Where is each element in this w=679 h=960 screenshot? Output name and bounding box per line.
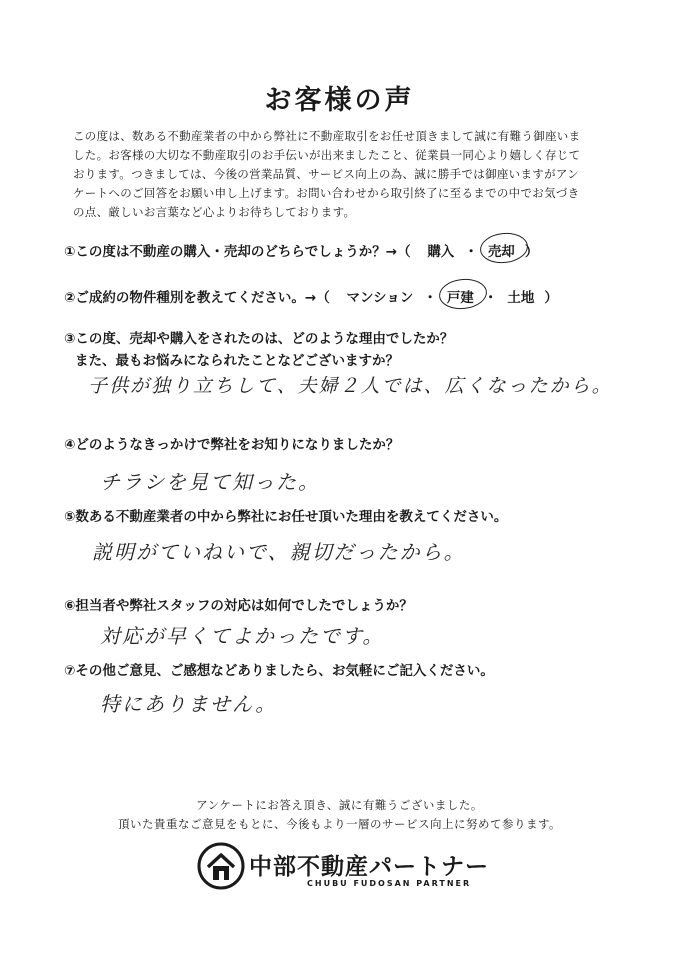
answer-7-handwritten: 特にありません。 bbox=[100, 692, 278, 716]
question-2-close: ） bbox=[544, 290, 558, 306]
company-name-roman: CHUBU FUDOSAN PARTNER bbox=[307, 879, 472, 888]
answer-5-handwritten: 説明がていねいで、親切だったから。 bbox=[92, 540, 466, 564]
question-1 bbox=[64, 240, 538, 260]
question-6: ⑥担当者や弊社スタッフの対応は如何でしたでしょうか？ bbox=[64, 598, 413, 614]
question-5: ⑤数ある不動産業者の中から弊社にお任せ頂いた理由を教えてください。 bbox=[64, 509, 508, 525]
option-purchase: 購入 bbox=[427, 244, 455, 260]
closing-line-1: アンケートにお答え頂き、誠に有難うございました。 bbox=[196, 798, 483, 812]
option-separator: ・ bbox=[464, 244, 478, 260]
question-2-text: ②ご成約の物件種別を教えてください。→（ bbox=[64, 290, 330, 306]
answer-4-handwritten: チラシを見て知った。 bbox=[100, 470, 320, 494]
option-sale-selected: 売却 bbox=[488, 240, 515, 260]
option-mansion: マンション bbox=[346, 290, 414, 306]
house-logo-icon bbox=[197, 842, 245, 890]
question-4: ④どのようなきっかけで弊社をお知りになりましたか？ bbox=[64, 437, 400, 453]
intro-line: の点、厳しいお言葉など心よりお待ちしております。 bbox=[73, 205, 356, 219]
intro-line: ケートへのご回答をお願い申し上げます。お問い合わせから取引終了に至るまでの中でお気づき bbox=[73, 186, 580, 200]
option-land: 土地 bbox=[507, 290, 535, 306]
question-7: ⑦その他ご意見、ご感想などありましたら、お気軽にご記入ください。 bbox=[64, 663, 494, 679]
intro-line: この度は、数ある不動産業者の中から弊社に不動産取引をお任せ頂きまして誠に有難う御座いま bbox=[73, 129, 581, 143]
company-name: 中部不動産パートナー bbox=[249, 854, 489, 880]
answer-6-handwritten: 対応が早くてよかったです。 bbox=[100, 624, 385, 648]
intro-line: した。お客様の大切な不動産取引のお手伝いが出来ましたこと、従業員一同心より嬉しく存じて bbox=[73, 148, 581, 162]
question-3-line-1: ③この度、売却や購入をされたのは、どのような理由でしたか？ bbox=[64, 331, 454, 347]
question-1-text: ①この度は不動産の購入・売却のどちらでしょうか？→（ bbox=[64, 244, 411, 260]
intro-line: おります。つきましては、今後の営業品質、サービス向上の為、誠に勝手では御座いますがアン bbox=[73, 167, 580, 181]
option-separator: ・ bbox=[483, 290, 498, 306]
option-house-selected: 戸建 bbox=[447, 286, 474, 306]
page-title: お客様の声 bbox=[264, 85, 415, 116]
question-3-line-2: また、最もお悩みになられたことなどございますか？ bbox=[75, 353, 399, 369]
option-separator: ・ bbox=[423, 290, 437, 306]
answer-3-handwritten: 子供が独り立ちして、夫婦２人では、広くなったから。 bbox=[88, 375, 613, 397]
closing-line-2: 頂いた貴重なご意見をもとに、今後もより一層のサービス向上に努めて参ります。 bbox=[117, 817, 562, 831]
intro-paragraph bbox=[73, 127, 618, 222]
question-1-close: ） bbox=[524, 244, 539, 260]
question-2 bbox=[64, 286, 558, 306]
company-logo bbox=[197, 842, 487, 894]
